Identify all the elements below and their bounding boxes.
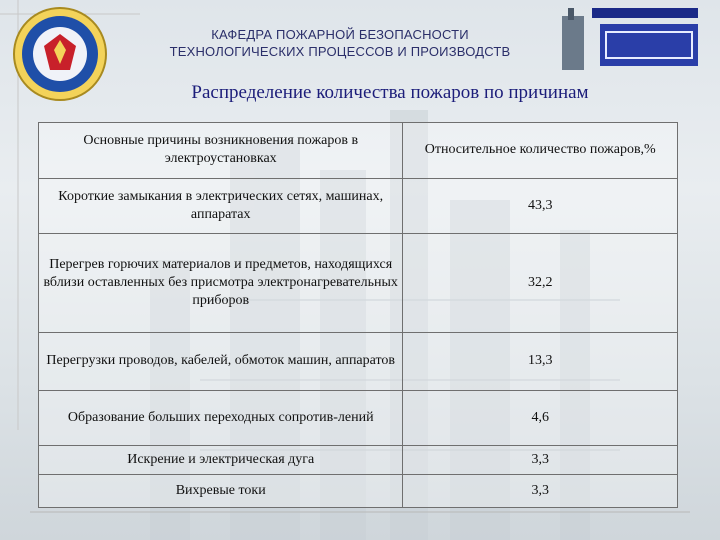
value-cell: 32,2	[403, 234, 678, 333]
fire-causes-table	[38, 122, 678, 508]
table-row	[39, 446, 678, 475]
slide-title: Распределение количества пожаров по причинам	[191, 82, 589, 103]
cause-cell: Перегрузки проводов, кабелей, обмоток машин, аппаратов	[39, 332, 403, 390]
value-cell: 3,3	[403, 475, 678, 508]
cause-cell: Вихревые токи	[39, 475, 403, 508]
value-cell: 43,3	[403, 178, 678, 234]
table-row	[39, 234, 678, 333]
cause-cell: Перегрев горючих материалов и предметов, находящихся вблизи оставленных без присмотра электронагревательных приборов	[39, 234, 403, 333]
cause-cell: Короткие замыкания в электрических сетях, машинах, аппаратах	[39, 178, 403, 234]
header-cause: Основные причины возникновения пожаров в электроустановках	[39, 123, 403, 179]
cause-cell: Образование больших переходных сопротив-лений	[39, 390, 403, 446]
value-cell: 3,3	[403, 446, 678, 475]
value-cell: 4,6	[403, 390, 678, 446]
table-row	[39, 475, 678, 508]
table-header-row	[39, 123, 678, 179]
header-line-1: КАФЕДРА ПОЖАРНОЙ БЕЗОПАСНОСТИ	[211, 27, 469, 42]
fire-service-emblem-icon	[6, 4, 114, 104]
table-row	[39, 390, 678, 446]
refinery-logo-icon	[562, 8, 698, 70]
table-row	[39, 178, 678, 234]
cause-cell: Искрение и электрическая дуга	[39, 446, 403, 475]
department-header	[150, 26, 530, 60]
table-row	[39, 332, 678, 390]
header-line-2: ТЕХНОЛОГИЧЕСКИХ ПРОЦЕССОВ И ПРОИЗВОДСТВ	[169, 44, 511, 59]
header-percentage: Относительное количество пожаров,%	[403, 123, 678, 179]
value-cell: 13,3	[403, 332, 678, 390]
